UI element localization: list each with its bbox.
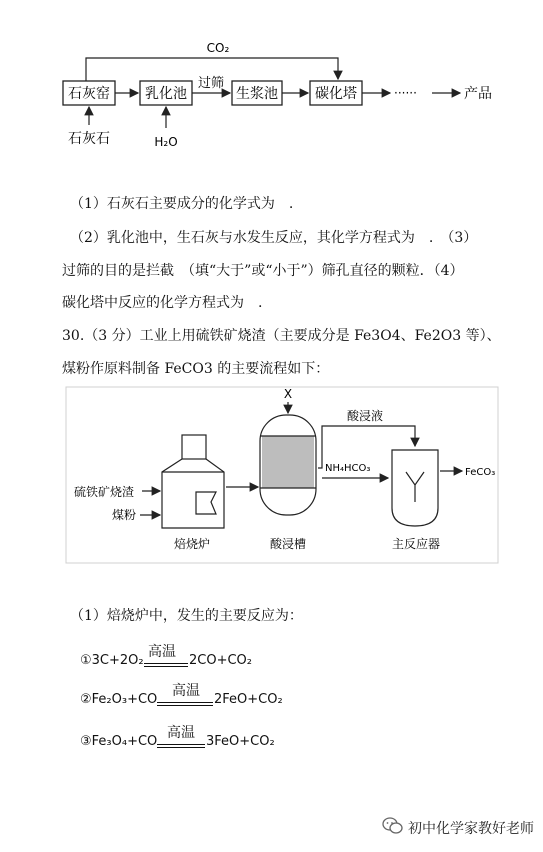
tank-fill	[262, 436, 314, 488]
equation-2-condition: 高温	[172, 683, 200, 699]
question-1: （1）石灰石主要成分的化学式为 .	[70, 196, 294, 212]
equation-3-right: 3FeO+CO₂	[206, 734, 275, 749]
product-label: 产品	[464, 86, 492, 102]
equation-1-condition: 高温	[148, 644, 176, 660]
slurry-tank-label: 生浆池	[236, 86, 278, 102]
x-input-label: X	[283, 387, 293, 401]
limestone-label: 石灰石	[68, 131, 110, 147]
equation-3-left: ③Fe₃O₄+CO	[80, 734, 158, 749]
equation-3-equals	[157, 744, 205, 748]
filter-label: 过筛	[197, 76, 225, 91]
equation-1-equals	[144, 663, 188, 667]
question-2-line-2: 过筛的目的是拦截 （填“大于”或“小于”）筛孔直径的颗粒．（4）	[62, 263, 464, 279]
equation-2-left: ②Fe₂O₃+CO	[80, 692, 158, 707]
sub-question-1: （1）焙烧炉中，发生的主要反应为：	[70, 608, 303, 624]
equation-3-condition: 高温	[167, 725, 195, 741]
problem-30-line-1: 30.（3 分）工业上用硫铁矿烧渣（主要成分是 Fe3O4、Fe2O3 等）、	[62, 328, 501, 344]
nh4hco3-label: NH₄HCO₃	[325, 463, 371, 474]
tank-label: 酸浸槽	[269, 537, 307, 551]
question-2-line-1: （2）乳化池中，生石灰与水发生反应，其化学方程式为 . （3）	[70, 230, 478, 246]
problem-30-line-2: 煤粉作原料制备 FeCO3 的主要流程如下：	[62, 361, 330, 377]
equation-1-right: 2CO+CO₂	[189, 653, 252, 668]
lime-process-diagram	[0, 0, 543, 160]
emulsion-tank-label: 乳化池	[145, 86, 187, 102]
water-label: H₂O	[154, 135, 178, 149]
coal-input-label: 煤粉	[112, 508, 137, 522]
ore-input-label: 硫铁矿烧渣	[74, 485, 135, 499]
carbonation-tower-label: 碳化塔	[315, 86, 357, 102]
ellipsis-dots: ······	[394, 86, 417, 100]
reactor-label: 主反应器	[391, 537, 441, 551]
equation-2-right: 2FeO+CO₂	[214, 692, 283, 707]
acid-liquid-label: 酸浸液	[346, 409, 384, 423]
feco3-process-diagram	[0, 380, 543, 570]
equation-2-equals	[157, 702, 213, 706]
kiln-label: 石灰窑	[68, 86, 110, 102]
watermark-text: 初中化学家教好老师	[408, 821, 534, 837]
question-2-line-3: 碳化塔中反应的化学方程式为 .	[62, 295, 263, 311]
wechat-icon	[382, 816, 404, 836]
furnace-label: 焙烧炉	[173, 537, 211, 551]
output-label: FeCO₃	[465, 467, 496, 478]
equation-1-left: ①3C+2O₂	[80, 653, 144, 668]
co2-label: CO₂	[206, 41, 230, 55]
